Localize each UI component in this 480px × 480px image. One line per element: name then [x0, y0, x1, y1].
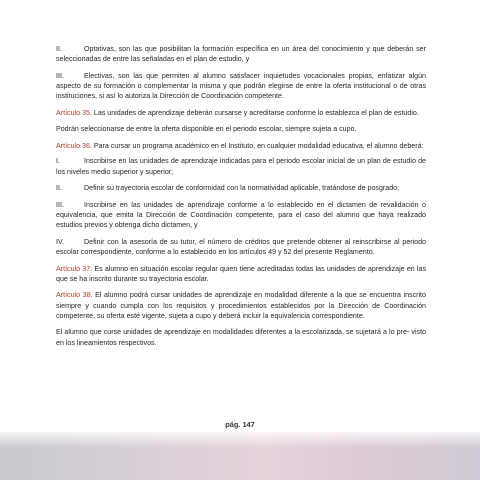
paragraph — [56, 290, 426, 321]
paragraph-text: Electivas, son las que permiten al alumno satisfacer inquietudes vocacionales propias, enfatizar algún aspecto de su formación o complementar la misma y que podrán elegirse de entre la oferta institucional o de otras instituciones, si así lo autoriza la Dirección de Coordinación competente. — [56, 71, 426, 101]
list-number: II. — [56, 45, 62, 53]
paragraph-text: Las unidades de aprendizaje deberán cursarse y acreditarse conforme lo establezca el plan de estudio. — [93, 108, 419, 117]
paragraph — [56, 237, 426, 257]
paragraph-text: Inscribirse en las unidades de aprendizaje indicadas para el periodo escolar inicial de un plan de estudio de los niveles medio superior y superior; — [56, 157, 426, 176]
paragraph — [56, 141, 426, 151]
paragraph — [56, 71, 426, 102]
article-label: Artículo 36. — [56, 141, 92, 150]
paragraph — [56, 327, 426, 347]
paragraph-text: Optativas, son las que posibilitan la formación específica en un área del conocimiento y que deberán ser seleccionadas de entre las señaladas en el plan de estudio, y — [56, 45, 426, 64]
list-number: IV. — [56, 237, 65, 246]
paragraph — [56, 124, 426, 134]
paragraph-text: Definir su trayectoria escolar de conformidad con la normatividad aplicable, tratándose de posgrado; — [84, 184, 400, 193]
paragraph — [56, 183, 426, 193]
list-number: II. — [56, 184, 62, 193]
paragraph-text: Para cursar un programa académico en el Instituto, en cualquier modalidad educativa, el alumno deberá: — [93, 141, 424, 150]
paragraph-text: El alumno que curse unidades de aprendizaje en modalidades diferentes a la escolarizada, se sujetará a lo pre- visto en los lineamientos respectivos. — [56, 328, 426, 347]
document-body — [56, 44, 426, 354]
paragraph — [56, 156, 426, 176]
page-number: pág. 147 — [225, 420, 255, 429]
list-number: III. — [56, 71, 64, 80]
paragraph-text: Inscribirse en las unidades de aprendizaje conforme a lo establecido en el dictamen de revalidación o equivalencia, que emita la Dirección de Coordinación competente, para el caso del alumno que haya realizado estudios previos y obtenga dicho dictamen, y — [56, 200, 426, 230]
article-label: Artículo 37. — [56, 264, 93, 273]
paragraph-text: Es alumno en situación escolar regular quien tiene acreditadas todas las unidades de aprendizaje en las que se ha inscrito durante su trayectoria escolar. — [56, 264, 426, 283]
list-number: III. — [56, 200, 64, 209]
paragraph-text: El alumno podrá cursar unidades de aprendizaje en modalidad diferente a la que se encuentra inscrito siempre y cuando cumpla con los requisitos y procedimientos establecidos por la Dirección de Coordinación competente, su oferta esté vigente, sujeta a cupo y deberá incluir la equivalencia correspondiente. — [56, 291, 426, 320]
article-label: Artículo 38. — [56, 291, 93, 300]
paragraph — [56, 108, 426, 118]
footer-decoration — [0, 432, 480, 480]
paragraph-text: Podrán seleccionarse de entre la oferta disponible en el periodo escolar, siempre sujeta a cupo. — [56, 125, 357, 134]
paragraph — [56, 44, 426, 64]
paragraph — [56, 264, 426, 284]
article-label: Artículo 35. — [56, 108, 92, 117]
footer-highlight — [0, 432, 480, 448]
paragraph — [56, 200, 426, 231]
paragraph-text: Definir con la asesoría de su tutor, el número de créditos que pretende obtener al reinscribirse al periodo escolar correspondiente, conforme a lo establecido en los artículos 49 y 52 del presente Reglamento. — [56, 237, 426, 256]
list-number: I. — [56, 157, 60, 166]
